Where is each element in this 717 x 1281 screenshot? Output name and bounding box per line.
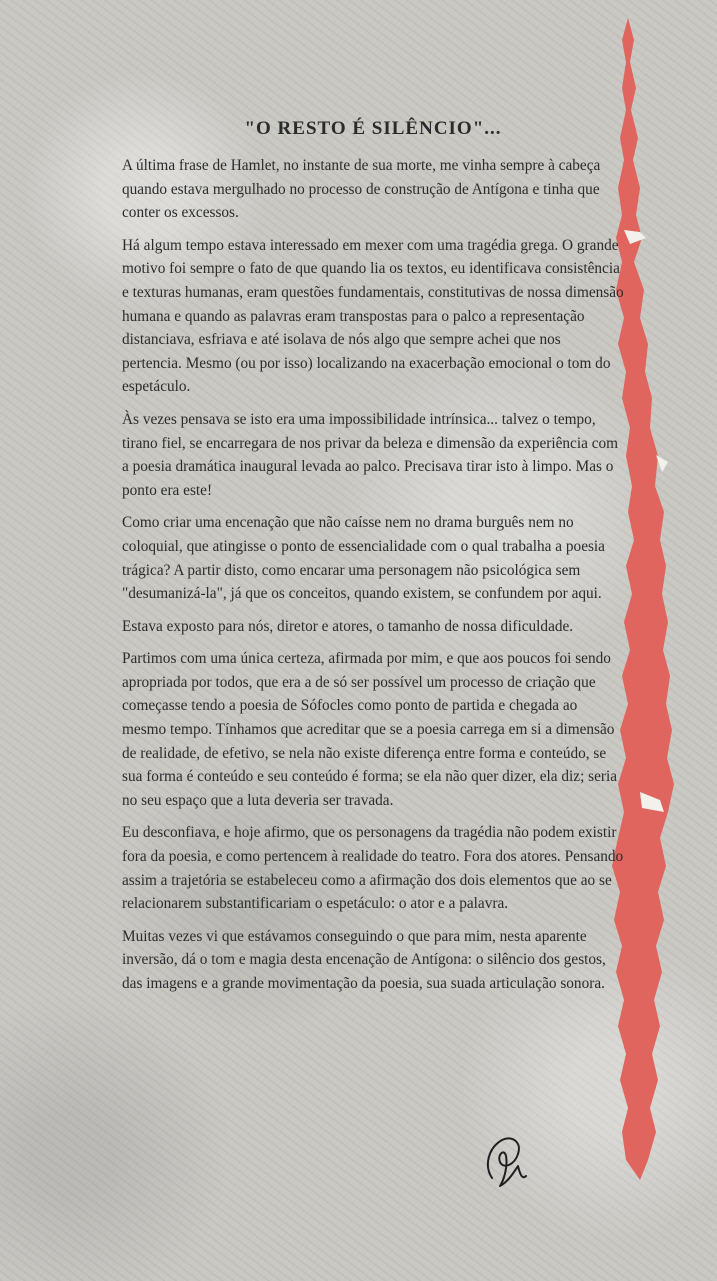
paragraph: Partimos com uma única certeza, afirmada por mim, e que aos poucos foi sendo apropriada por todos, que era a de só ser possível um processo de criação que começasse tendo a poesia de Sófocles como ponto de partida e chegada ao mesmo tempo. Tínhamos que acreditar que se a poesia carrega em si a dimensão de realidade, de efetivo, se nela não existe diferença entre forma e conteúdo, se sua forma é conteúdo e seu conteúdo é forma; se ela não quer dizer, ela diz; seria no seu espaço que a luta deveria ser travada. [122,650,618,809]
paragraph: Como criar uma encenação que não caísse nem no drama burguês nem no coloquial, que atingisse o ponto de essencialidade com o qual trabalha a poesia trágica? A partir disto, como encarar uma personagem não psicológica sem "desumanizá-la", já que os conceitos, quando existem, se confundem por aqui. [122,514,605,603]
paragraph: Às vezes pensava se isto era uma impossibilidade intrínsica... talvez o tempo, tirano fiel, se encarregara de nos privar da beleza e dimensão da experiência com a poesia dramática inaugural levada ao palco. Precisava tirar isto à limpo. Mas o ponto era este! [122,410,619,499]
article [122,118,624,1005]
paragraph: Eu desconfiava, e hoje afirmo, que os personagens da tragédia não podem existir fora da poesia, e como pertencem à realidade do teatro. Fora dos atores. Pensando assim a trajetória se estabeleceu como a afirmação dos dois elementos que ao se relacionarem substantificariam o espetáculo: o ator e a palavra. [122,824,624,913]
handwritten-signature-icon [478,1126,538,1196]
paragraph: A última frase de Hamlet, no instante de sua morte, me vinha sempre à cabeça quando estava mergulhado no processo de construção de Antígona e tinha que conter os excessos. [122,157,601,222]
paragraph: Há algum tempo estava interessado em mexer com uma tragédia grega. O grande motivo foi sempre o fato de que quando lia os textos, eu identificava consistência e texturas humanas, eram questões fundamentais, constitutivas de nossa dimensão humana e quando as palavras eram transpostas para o palco a representação distanciava, esfriava e até isolava de nós algo que sempre achei que nos pertencia. Mesmo (ou por isso) localizando na exacerbação emocional o tom do espetáculo. [122,236,624,396]
paragraph: Estava exposto para nós, diretor e atores, o tamanho de nossa dificuldade. [122,617,574,635]
tear-paper-fleck [656,455,668,472]
article-title: "O RESTO É SILÊNCIO"... [244,118,502,139]
paragraph: Muitas vezes vi que estávamos conseguindo o que para mim, nesta aparente inversão, dá o tom e magia desta encenação de Antígona: o silêncio dos gestos, das imagens e a grande movimentação da poesia, sua suada articulação sonora. [122,927,606,992]
